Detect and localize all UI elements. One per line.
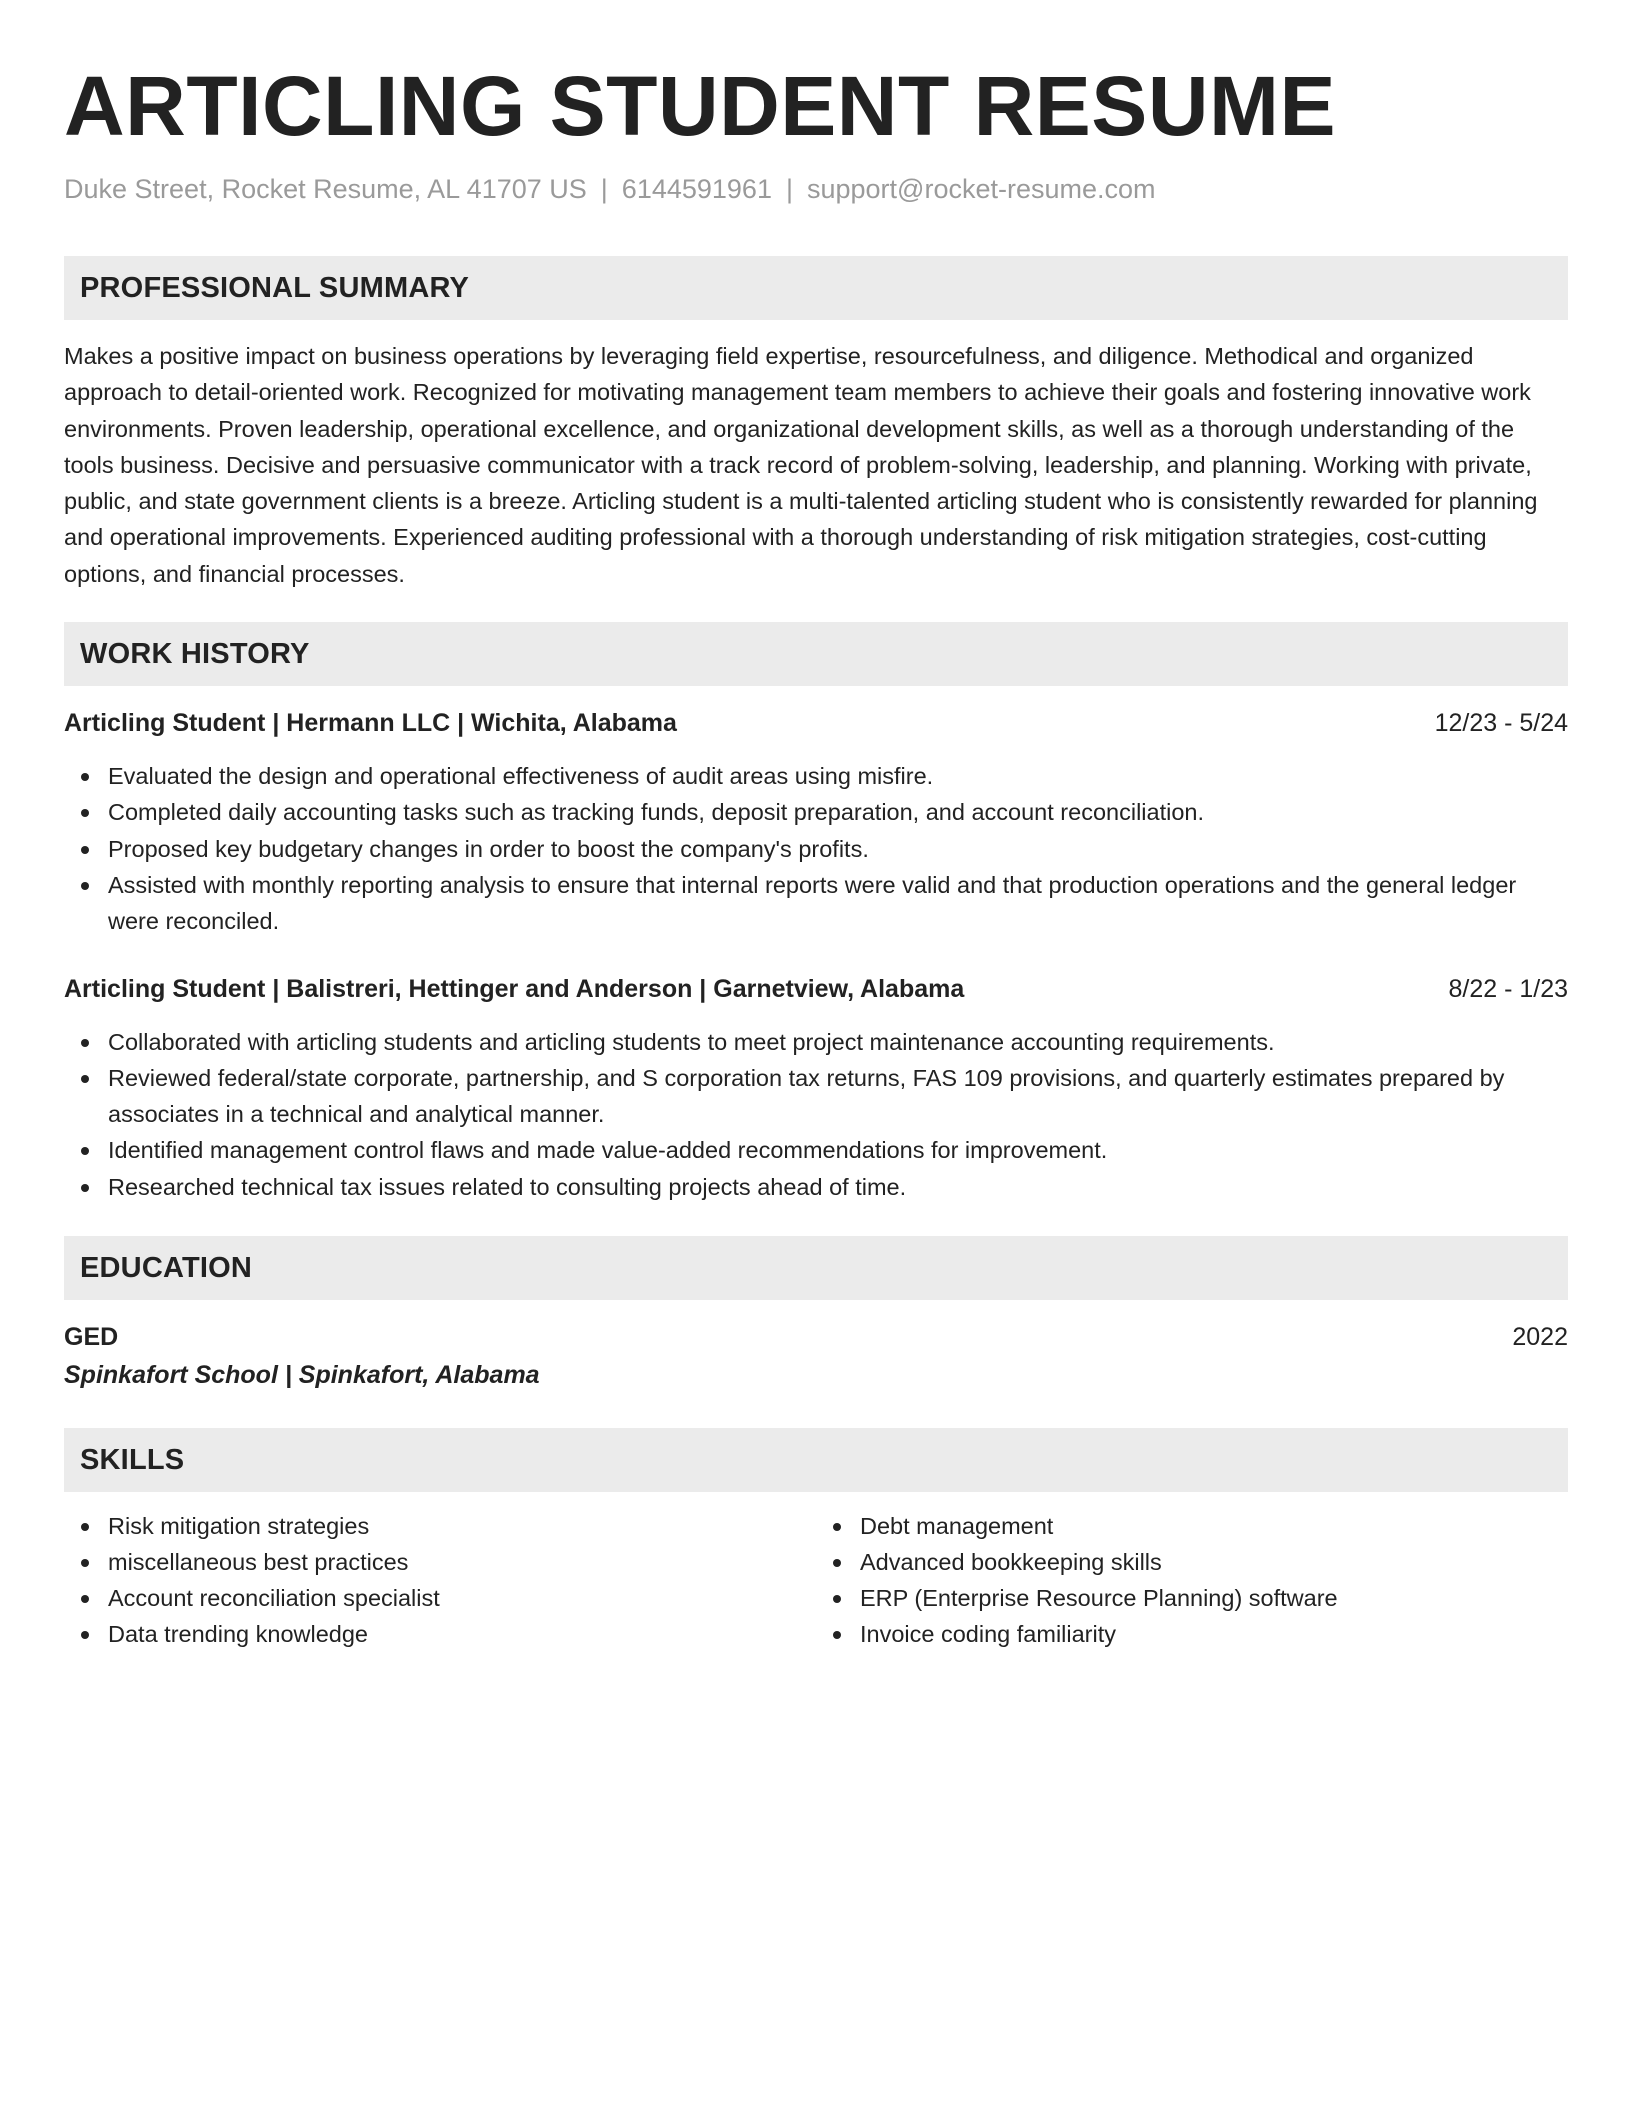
education-school: Spinkafort School | Spinkafort, Alabama: [64, 1361, 540, 1390]
summary-text: Makes a positive impact on business operations by leveraging field expertise, resourcefulness, and diligence. Methodical and organized approach to detail-oriented work. Recognized for motivating management team members to achieve their goals and fostering innovative work environments. Proven leadership, operational excellence, and organizational development skills, as well as a thorough understanding of the tools business. Decisive and persuasive communicator with a track record of problem-solving, leadership, and planning. Working with private, public, and state government clients is a breeze. Articling student is a multi-talented articling student who is consistently rewarded for planning and operational improvements. Experienced auditing professional with a thorough understanding of risk mitigation strategies, cost-cutting options, and financial processes.: [64, 343, 1538, 587]
section-header-education: [64, 1236, 1568, 1300]
bullet-icon: [81, 1559, 89, 1567]
job-bullet-text: Researched technical tax issues related to consulting projects ahead of time.: [108, 1173, 907, 1200]
skills-list-right: [816, 1508, 1568, 1652]
job-title-line: Articling Student | Balistreri, Hettinger and Anderson | Garnetview, Alabama: [64, 974, 965, 1003]
job-bullet: [64, 831, 1568, 867]
job-bullet: [64, 758, 1568, 794]
job-bullet: [64, 1060, 1568, 1133]
skill-text: Data trending knowledge: [108, 1621, 368, 1648]
section-header-work-history: [64, 622, 1568, 686]
skills-columns: [64, 1508, 1568, 1652]
job-bullet-text: Evaluated the design and operational effectiveness of audit areas using misfire.: [108, 763, 934, 790]
skill-text: miscellaneous best practices: [108, 1549, 409, 1576]
job-bullet: [64, 867, 1568, 940]
contact-email: support@rocket-resume.com: [806, 174, 1156, 204]
job-bullet: [64, 1132, 1568, 1168]
contact-phone: 6144591961: [621, 174, 772, 204]
bullet-icon: [81, 1147, 89, 1155]
job-title-line: Articling Student | Hermann LLC | Wichita, Alabama: [64, 709, 677, 738]
skill-text: Advanced bookkeeping skills: [860, 1549, 1162, 1576]
bullet-icon: [81, 846, 89, 854]
education-header: [64, 1320, 1568, 1354]
skill-item: [64, 1544, 816, 1580]
skill-item: [64, 1616, 816, 1652]
job-bullets: [64, 758, 1568, 939]
bullet-icon: [81, 1039, 89, 1047]
job-bullet-text: Proposed key budgetary changes in order to boost the company's profits.: [108, 835, 869, 862]
contact-separator: |: [600, 174, 608, 204]
skill-item: [816, 1508, 1568, 1544]
resume-title: ARTICLING STUDENT RESUME: [64, 59, 1336, 153]
skill-item: [816, 1580, 1568, 1616]
bullet-icon: [81, 1595, 89, 1603]
job-bullet-text: Collaborated with articling students and articling students to meet project maintenance accounting requirements.: [108, 1028, 1275, 1055]
skill-text: Debt management: [860, 1513, 1054, 1540]
job-bullet-text: Reviewed federal/state corporate, partnership, and S corporation tax returns, FAS 109 provisions, and quarterly estimates prepared by associates in a technical and analytical manner.: [108, 1064, 1505, 1128]
section-header-skills: [64, 1428, 1568, 1492]
skill-text: Risk mitigation strategies: [108, 1513, 370, 1540]
job-dates: 8/22 - 1/23: [1448, 974, 1568, 1003]
contact-address: Duke Street, Rocket Resume, AL 41707 US: [64, 174, 587, 204]
section-heading: PROFESSIONAL SUMMARY: [80, 271, 470, 304]
job-bullet-text: Completed daily accounting tasks such as tracking funds, deposit preparation, and account reconciliation.: [108, 799, 1204, 826]
bullet-icon: [81, 773, 89, 781]
bullet-icon: [81, 809, 89, 817]
contact-separator: |: [785, 174, 793, 204]
contact-line: [64, 172, 1568, 206]
skill-text: ERP (Enterprise Resource Planning) software: [860, 1585, 1338, 1612]
skill-item: [816, 1544, 1568, 1580]
job-bullet: [64, 794, 1568, 830]
bullet-icon: [833, 1631, 841, 1639]
job-bullet-text: Assisted with monthly reporting analysis to ensure that internal reports were valid and that production operations and the general ledger were reconciled.: [108, 871, 1517, 935]
bullet-icon: [81, 1075, 89, 1083]
education-entry: [64, 1320, 1568, 1392]
bullet-icon: [81, 1523, 89, 1531]
job-entry: [64, 972, 1568, 1205]
job-header: [64, 706, 1568, 740]
job-dates: 12/23 - 5/24: [1434, 709, 1568, 738]
skills-list-left: [64, 1508, 816, 1652]
job-header: [64, 972, 1568, 1006]
bullet-icon: [833, 1559, 841, 1567]
education-degree: GED: [64, 1323, 119, 1352]
job-entry: [64, 706, 1568, 939]
bullet-icon: [833, 1595, 841, 1603]
section-header-summary: [64, 256, 1568, 320]
bullet-icon: [81, 1631, 89, 1639]
bullet-icon: [833, 1523, 841, 1531]
bullet-icon: [81, 882, 89, 890]
section-heading: SKILLS: [80, 1443, 185, 1476]
education-year: 2022: [1512, 1323, 1568, 1352]
job-bullet-text: Identified management control flaws and made value-added recommendations for improvement.: [108, 1137, 1108, 1164]
job-bullet: [64, 1024, 1568, 1060]
skill-text: Account reconciliation specialist: [108, 1585, 440, 1612]
skill-item: [816, 1616, 1568, 1652]
skill-text: Invoice coding familiarity: [860, 1621, 1116, 1648]
job-bullets: [64, 1024, 1568, 1205]
bullet-icon: [81, 1184, 89, 1192]
skill-item: [64, 1508, 816, 1544]
job-bullet: [64, 1169, 1568, 1205]
skill-item: [64, 1580, 816, 1616]
section-heading: WORK HISTORY: [80, 637, 310, 670]
section-heading: EDUCATION: [80, 1251, 253, 1284]
